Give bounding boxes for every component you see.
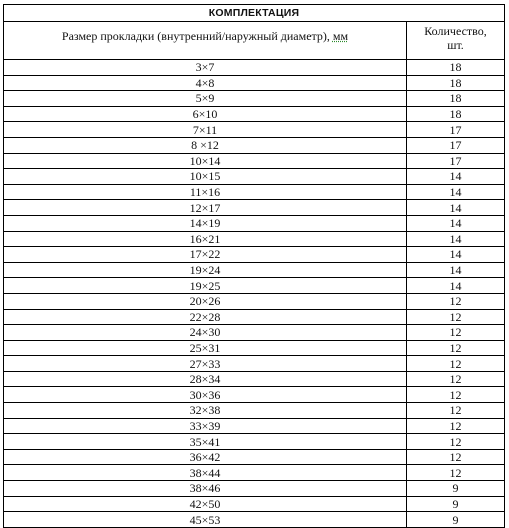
size-cell: 35×41: [4, 434, 407, 450]
size-cell: 45×53: [4, 512, 407, 528]
table-row: [4, 215, 505, 231]
quantity-cell: 14: [407, 169, 505, 185]
size-cell: 30×36: [4, 387, 407, 403]
table-row: [4, 169, 505, 185]
quantity-cell: 12: [407, 418, 505, 434]
quantity-cell: 12: [407, 356, 505, 372]
size-header-text: Размер прокладки (внутренний/наружный диаметр),: [61, 29, 333, 43]
size-cell: 10×15: [4, 169, 407, 185]
quantity-cell: 14: [407, 262, 505, 278]
table-row: [4, 293, 505, 309]
table-row: [4, 340, 505, 356]
table-row: [4, 418, 505, 434]
table-row: [4, 91, 505, 107]
size-cell: 17×22: [4, 247, 407, 263]
table-row: [4, 465, 505, 481]
quantity-header-line1: Количество,: [424, 24, 487, 38]
quantity-cell: 12: [407, 371, 505, 387]
size-cell: 10×14: [4, 153, 407, 169]
table-row: [4, 512, 505, 528]
size-cell: 33×39: [4, 418, 407, 434]
size-cell: 20×26: [4, 293, 407, 309]
table-row: [4, 60, 505, 76]
size-cell: 38×46: [4, 481, 407, 497]
equipment-table: [3, 4, 505, 528]
size-cell: 42×50: [4, 496, 407, 512]
quantity-cell: 17: [407, 137, 505, 153]
quantity-cell: 12: [407, 449, 505, 465]
quantity-cell: 12: [407, 309, 505, 325]
quantity-cell: 17: [407, 122, 505, 138]
quantity-cell: 9: [407, 481, 505, 497]
quantity-cell: 12: [407, 403, 505, 419]
table-row: [4, 371, 505, 387]
size-cell: 6×10: [4, 106, 407, 122]
quantity-header-line2: шт.: [447, 38, 464, 52]
table-row: [4, 262, 505, 278]
quantity-cell: 18: [407, 91, 505, 107]
size-column-header: [4, 22, 407, 60]
table-row: [4, 481, 505, 497]
size-cell: 8 ×12: [4, 137, 407, 153]
table-row: [4, 434, 505, 450]
header-row: [4, 22, 505, 60]
table-row: [4, 122, 505, 138]
size-cell: 14×19: [4, 215, 407, 231]
size-cell: 32×38: [4, 403, 407, 419]
size-cell: 16×21: [4, 231, 407, 247]
table-row: [4, 278, 505, 294]
size-cell: 22×28: [4, 309, 407, 325]
quantity-cell: 14: [407, 278, 505, 294]
table-row: [4, 356, 505, 372]
table-row: [4, 247, 505, 263]
table-title: КОМПЛЕКТАЦИЯ: [4, 5, 505, 22]
quantity-cell: 12: [407, 387, 505, 403]
size-cell: 27×33: [4, 356, 407, 372]
size-cell: 12×17: [4, 200, 407, 216]
quantity-cell: 14: [407, 215, 505, 231]
quantity-cell: 14: [407, 247, 505, 263]
table-row: [4, 184, 505, 200]
table-row: [4, 403, 505, 419]
quantity-cell: 12: [407, 340, 505, 356]
quantity-cell: 14: [407, 200, 505, 216]
equipment-table-container: [3, 4, 504, 528]
size-cell: 19×25: [4, 278, 407, 294]
quantity-cell: 14: [407, 231, 505, 247]
quantity-cell: 12: [407, 325, 505, 341]
size-cell: 36×42: [4, 449, 407, 465]
quantity-cell: 9: [407, 512, 505, 528]
table-row: [4, 325, 505, 341]
table-row: [4, 75, 505, 91]
quantity-column-header: [407, 22, 505, 60]
quantity-cell: 18: [407, 106, 505, 122]
table-row: [4, 153, 505, 169]
size-cell: 28×34: [4, 371, 407, 387]
size-cell: 38×44: [4, 465, 407, 481]
table-row: [4, 200, 505, 216]
table-row: [4, 387, 505, 403]
size-cell: 24×30: [4, 325, 407, 341]
quantity-cell: 12: [407, 434, 505, 450]
size-cell: 7×11: [4, 122, 407, 138]
table-row: [4, 231, 505, 247]
size-cell: 25×31: [4, 340, 407, 356]
table-row: [4, 106, 505, 122]
size-cell: 11×16: [4, 184, 407, 200]
size-cell: 3×7: [4, 60, 407, 76]
size-cell: 5×9: [4, 91, 407, 107]
quantity-cell: 12: [407, 465, 505, 481]
table-row: [4, 449, 505, 465]
size-header-unit: мм: [332, 29, 349, 43]
quantity-cell: 9: [407, 496, 505, 512]
title-row: [4, 5, 505, 22]
quantity-cell: 12: [407, 293, 505, 309]
quantity-cell: 14: [407, 184, 505, 200]
table-body: [4, 60, 505, 528]
quantity-cell: 18: [407, 75, 505, 91]
quantity-cell: 17: [407, 153, 505, 169]
table-row: [4, 137, 505, 153]
size-cell: 4×8: [4, 75, 407, 91]
table-row: [4, 496, 505, 512]
size-cell: 19×24: [4, 262, 407, 278]
quantity-cell: 18: [407, 60, 505, 76]
table-row: [4, 309, 505, 325]
